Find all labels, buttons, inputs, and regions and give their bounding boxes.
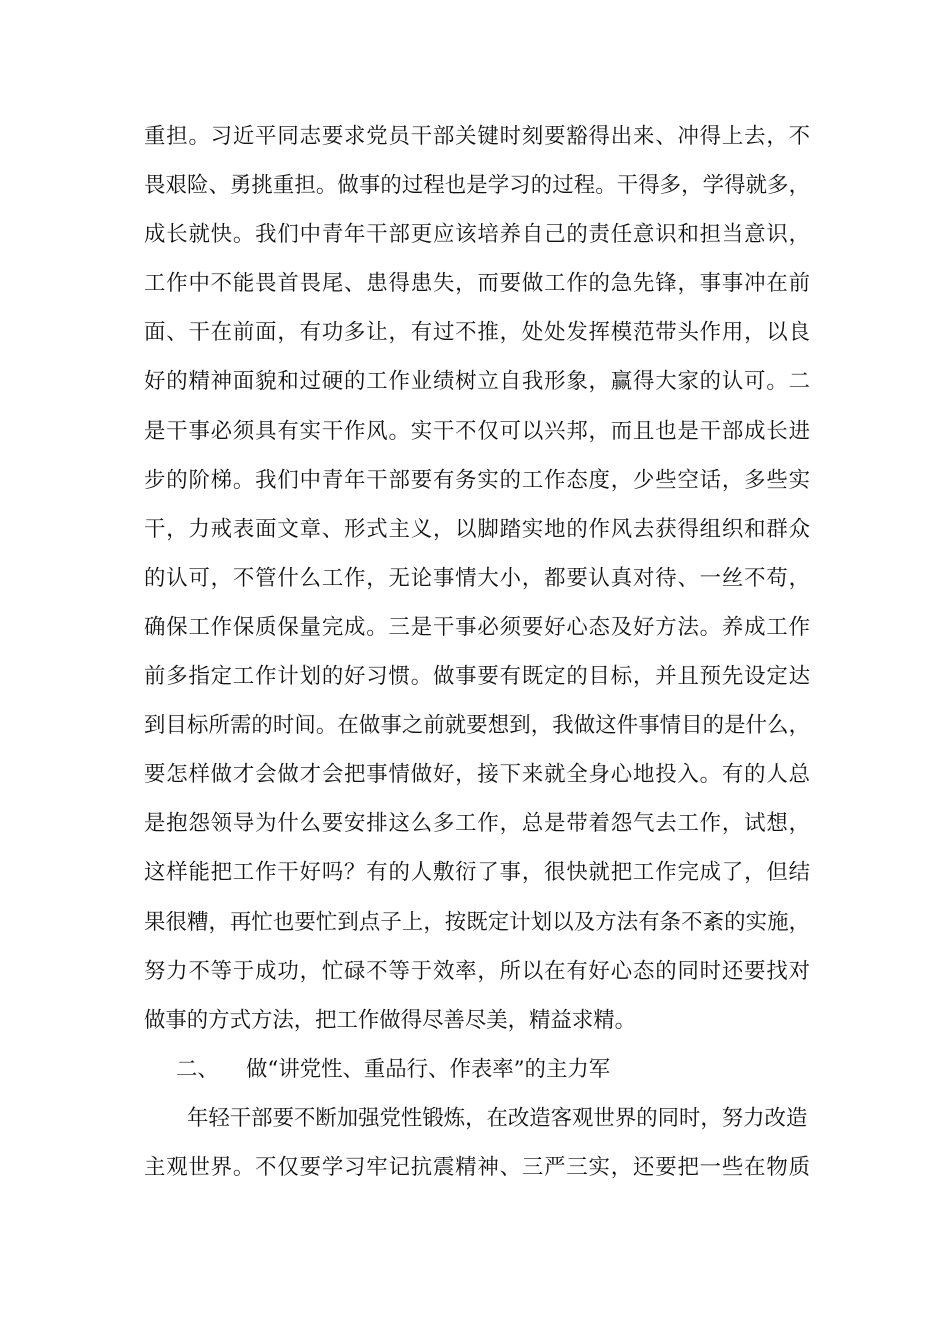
text-line: 要怎样做才会做才会把事情做好，接下来就全身心地投入。有的人总 [144, 762, 810, 788]
text-line: 的认可，不管什么工作，无论事情大小，都要认真对待、一丝不苟， [144, 565, 810, 591]
section-heading [144, 1045, 810, 1094]
text-line: 好的精神面貌和过硬的工作业绩树立自我形象，赢得大家的认可。二 [144, 369, 810, 395]
text-line: 到目标所需的时间。在做事之前就要想到，我做这件事情目的是什么， [144, 713, 810, 739]
section-title: 做“讲党性、重品行、作表率”的主力军 [246, 1056, 611, 1082]
text-line: 重担。习近平同志要求党员干部关键时刻要豁得出来、冲得上去，不 [144, 124, 810, 149]
paragraph-responsibility [144, 112, 810, 1045]
text-line: 主观世界。不仅要学习牢记抗震精神、三严三实，还要把一些在物质 [144, 1154, 810, 1180]
text-line: 果很糟，再忙也要忙到点子上，按既定计划以及方法有条不紊的实施， [144, 909, 810, 935]
text-line: 工作中不能畏首畏尾、患得患失，而要做工作的急先锋，事事冲在前 [144, 271, 810, 297]
text-line: 是抱怨领导为什么要安排这么多工作，总是带着怨气去工作，试想， [144, 811, 810, 837]
text-line: 成长就快。我们中青年干部更应该培养自己的责任意识和担当意识， [144, 222, 810, 248]
text-line: 畏艰险、勇挑重担。做事的过程也是学习的过程。干得多，学得就多， [144, 173, 810, 199]
section-number: 二、 [176, 1056, 219, 1082]
text-line: 确保工作保质保量完成。三是干事必须要好心态及好方法。养成工作 [144, 614, 810, 640]
text-line: 面、干在前面，有功多让，有过不推，处处发挥模范带头作用，以良 [144, 320, 810, 346]
text-line: 干，力戒表面文章、形式主义，以脚踏实地的作风去获得组织和群众 [144, 516, 810, 542]
text-line: 是干事必须具有实干作风。实干不仅可以兴邦，而且也是干部成长进 [144, 418, 810, 444]
text-line: 前多指定工作计划的好习惯。做事要有既定的目标，并且预先设定达 [144, 664, 810, 690]
document-body [144, 112, 810, 1192]
text-line: 做事的方式方法，把工作做得尽善尽美，精益求精。 [144, 1007, 636, 1033]
text-line: 年轻干部要不断加强党性锻炼，在改造客观世界的同时，努力改造 [187, 1105, 808, 1131]
text-line: 这样能把工作干好吗？有的人敷衍了事，很快就把工作完成了，但结 [144, 860, 810, 886]
text-line: 步的阶梯。我们中青年干部要有务实的工作态度，少些空话，多些实 [144, 467, 810, 493]
text-line: 努力不等于成功，忙碌不等于效率，所以在有好心态的同时还要找对 [144, 958, 810, 984]
paragraph-party-spirit [144, 1094, 810, 1192]
